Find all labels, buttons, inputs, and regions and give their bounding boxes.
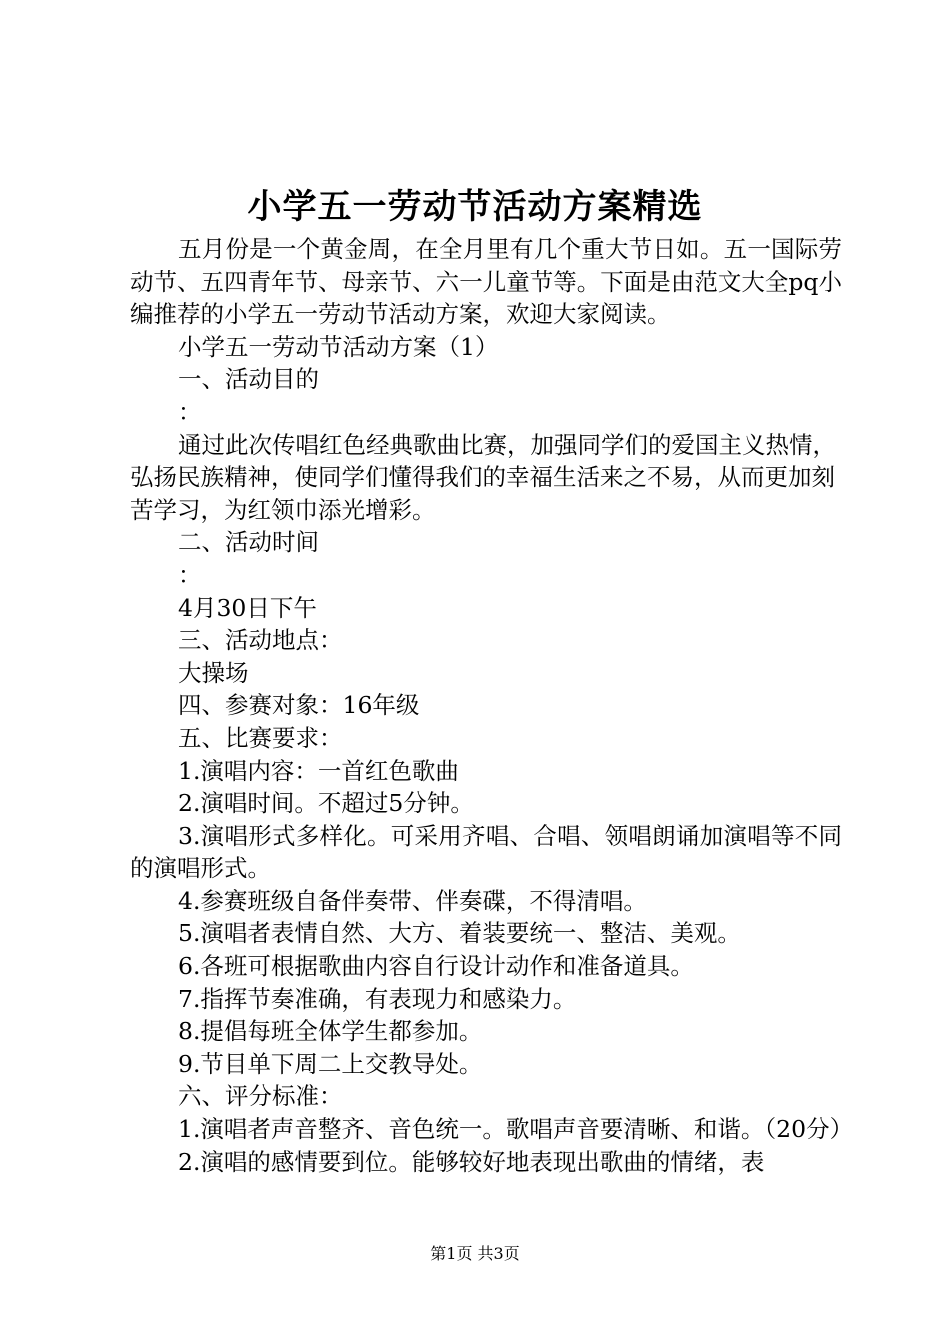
list-heading: 六、评分标准： bbox=[178, 1082, 343, 1111]
list-item: 4.参赛班级自备伴奏带、伴奏碟，不得清唱。 bbox=[178, 886, 647, 915]
list-item: 1.演唱者声音整齐、音色统一。歌唱声音要清晰、和谐。（20分） bbox=[178, 1115, 854, 1144]
list-item: 8.提倡每班全体学生都参加。 bbox=[178, 1017, 483, 1046]
body-paragraph: 通过此次传唱红色经典歌曲比赛，加强同学们的爱国主义热情，弘扬民族精神，使同学们懂得我们的幸福生活来之不易，从而更加刻苦学习，为红领巾添光增彩。 bbox=[130, 430, 836, 524]
section-heading: 小学五一劳动节活动方案（1） bbox=[178, 332, 499, 361]
list-item: 1.演唱内容：一首红色歌曲 bbox=[178, 756, 459, 785]
list-heading: 二、活动时间 bbox=[178, 528, 319, 557]
list-heading: 一、活动目的 bbox=[178, 365, 319, 394]
list-heading: 五、比赛要求： bbox=[178, 723, 343, 752]
list-item: 2.演唱时间。不超过5分钟。 bbox=[178, 789, 474, 818]
list-item: 2.演唱的感情要到位。能够较好地表现出歌曲的情绪，表 bbox=[178, 1147, 765, 1176]
document-body bbox=[130, 233, 854, 1178]
document-title: 小学五一劳动节活动方案精选 bbox=[247, 187, 703, 227]
colon-line: ： bbox=[178, 397, 202, 426]
list-item: 7.指挥节奏准确，有表现力和感染力。 bbox=[178, 984, 577, 1013]
list-item: 9.节目单下周二上交教导处。 bbox=[178, 1049, 483, 1078]
list-heading: 三、活动地点： bbox=[178, 626, 343, 655]
list-heading: 四、参赛对象：16年级 bbox=[178, 691, 420, 720]
body-line: 4月30日下午 bbox=[178, 593, 317, 622]
colon-line: ： bbox=[178, 560, 202, 589]
page-footer: 第1页 共3页 bbox=[430, 1244, 520, 1263]
list-item: 5.演唱者表情自然、大方、着装要统一、整洁、美观。 bbox=[178, 919, 741, 948]
list-item: 6.各班可根据歌曲内容自行设计动作和准备道具。 bbox=[178, 952, 694, 981]
intro-paragraph: 五月份是一个黄金周，在全月里有几个重大节日如。五一国际劳动节、五四青年节、母亲节、六一儿童节等。下面是由范文大全pq小编推荐的小学五一劳动节活动方案，欢迎大家阅读。 bbox=[130, 235, 842, 329]
list-item: 3.演唱形式多样化。可采用齐唱、合唱、领唱朗诵加演唱等不同的演唱形式。 bbox=[130, 821, 842, 883]
body-line: 大操场 bbox=[178, 658, 249, 687]
